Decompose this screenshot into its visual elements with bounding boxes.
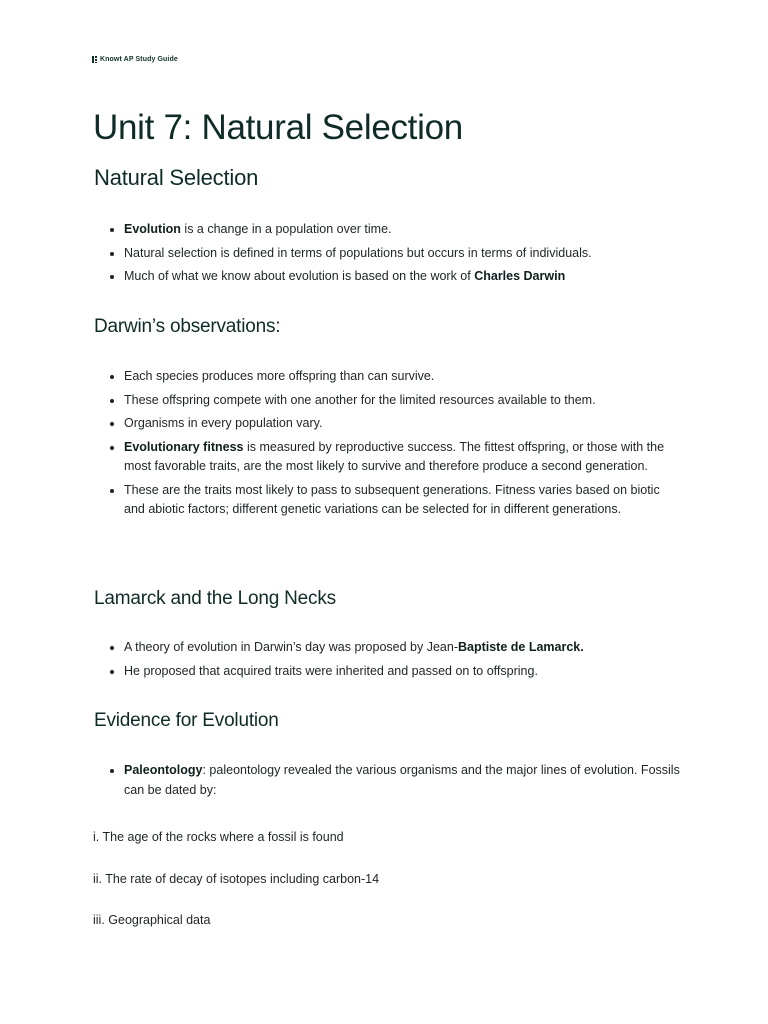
numbered-item-3: iii. Geographical data [93, 913, 211, 927]
natural-selection-list [94, 220, 684, 291]
term-charles-darwin: Charles Darwin [474, 269, 566, 283]
term-evolutionary-fitness: Evolutionary fitness [124, 439, 244, 454]
list-item [124, 267, 684, 287]
list-item [124, 367, 684, 387]
knowt-logo-icon [92, 56, 97, 63]
page-title: Unit 7: Natural Selection [93, 108, 463, 147]
list-item [124, 438, 684, 477]
list-item [124, 481, 684, 520]
list-item [124, 220, 684, 240]
list-item-text: These offspring compete with one another for the limited resources available to them. [124, 392, 596, 407]
darwin-observations-list [94, 367, 684, 524]
list-item [124, 244, 684, 264]
term-paleontology: Paleontology [124, 763, 203, 777]
list-item-text: A theory of evolution in Darwin’s day was proposed by Jean- [124, 640, 458, 654]
list-item-text: Much of what we know about evolution is based on the work of [124, 269, 475, 283]
term-lamarck: Baptiste de Lamarck. [457, 640, 584, 654]
section-heading-darwin-observations: Darwin’s observations: [94, 316, 281, 337]
list-item [124, 662, 684, 682]
numbered-item-2: ii. The rate of decay of isotopes including carbon-14 [93, 872, 380, 886]
list-item-text: He proposed that acquired traits were inherited and passed on to offspring. [124, 663, 538, 678]
list-item-text: Organisms in every population vary. [124, 416, 323, 430]
list-item-text: Natural selection is defined in terms of populations but occurs in terms of individuals. [124, 245, 592, 260]
list-item [124, 761, 684, 800]
term-evolution: Evolution [124, 222, 181, 236]
list-item [124, 391, 684, 411]
brand-header [92, 56, 178, 63]
list-item-text: These are the traits most likely to pass to subsequent generations. Fitness varies based on biotic and abiotic factors; different genetic variations can be selected for in different generations. [124, 482, 660, 516]
list-item-text: is measured by reproductive success. The fittest offspring, or those with the most favorable traits, are the most likely to survive and therefore produce a second generation. [124, 439, 665, 473]
section-heading-natural-selection: Natural Selection [94, 165, 259, 190]
list-item-text: is a change in a population over time. [180, 222, 392, 236]
list-item-text: Each species produces more offspring than can survive. [124, 369, 435, 383]
numbered-item-1: i. The age of the rocks where a fossil is found [93, 830, 344, 844]
evidence-list [94, 761, 684, 804]
list-item [124, 638, 684, 658]
lamarck-list [94, 638, 684, 685]
list-item [124, 414, 684, 434]
section-heading-lamarck: Lamarck and the Long Necks [94, 588, 336, 609]
brand-name: Knowt AP Study Guide [100, 56, 178, 63]
section-heading-evidence: Evidence for Evolution [94, 710, 279, 731]
list-item-text: : paleontology revealed the various organisms and the major lines of evolution. Fossils can be dated by: [124, 763, 680, 797]
